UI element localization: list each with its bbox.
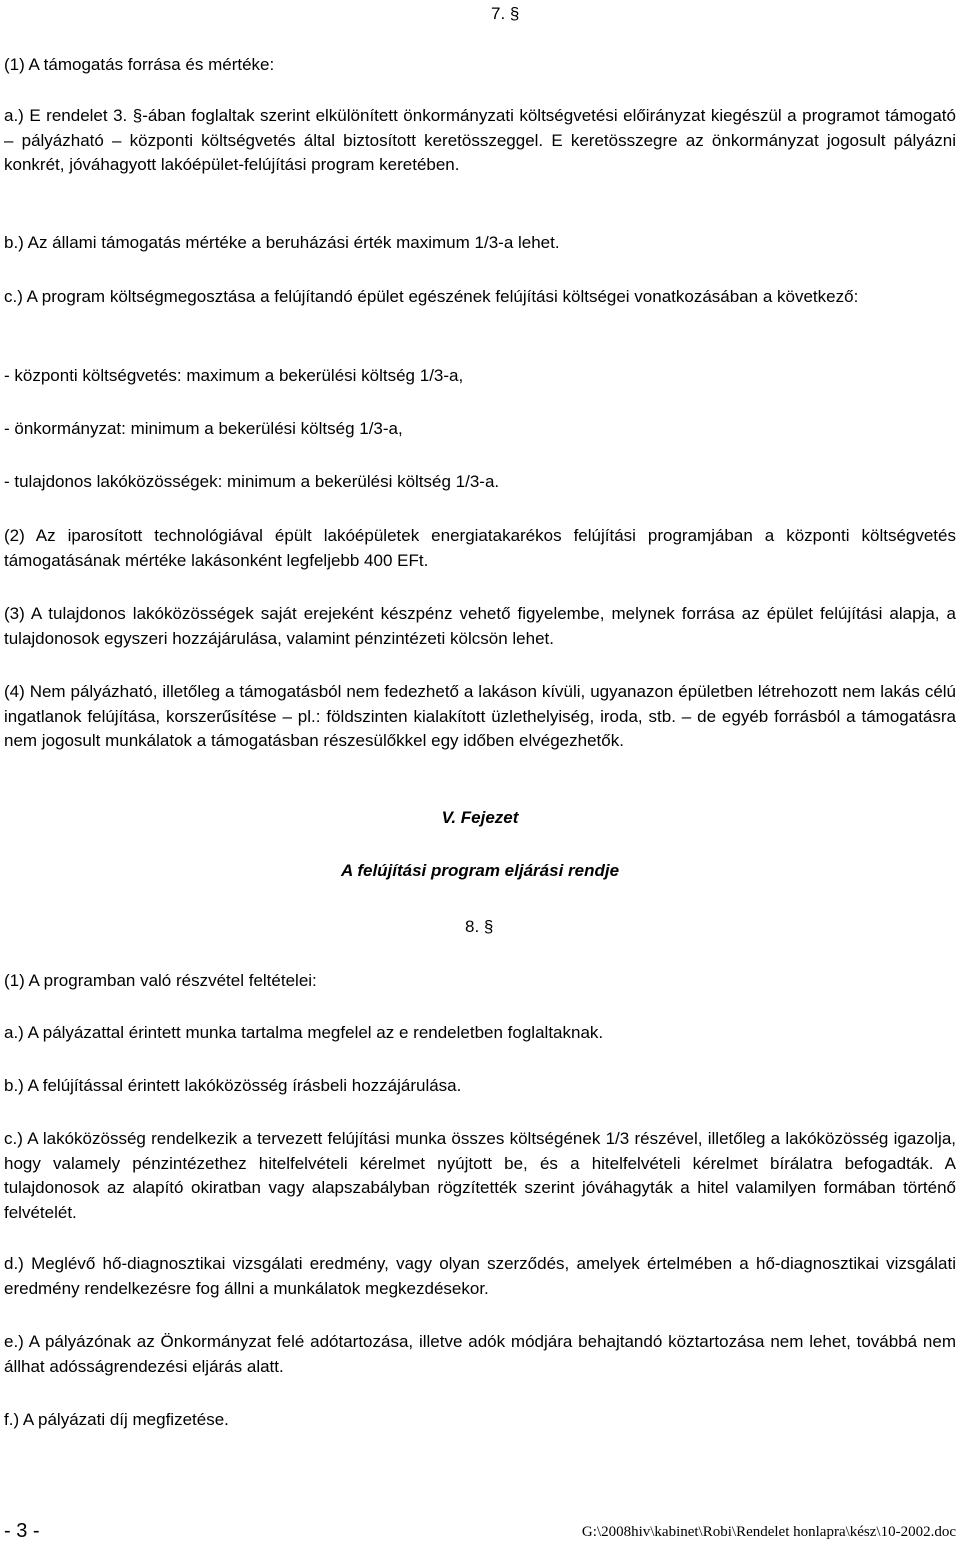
page-number: - 3 - xyxy=(4,1520,40,1542)
section-8-point-b: b.) A felújítással érintett lakóközösség írásbeli hozzájárulása. xyxy=(4,1076,462,1095)
section-7-paragraph-2: (2) Az iparosított technológiával épült lakóépületek energiatakarékos felújítási programjában a központi költségvetés támogatásának mértéke lakásonként legfeljebb 400 EFt. xyxy=(4,526,956,570)
section-7-paragraph-3: (3) A tulajdonos lakóközösségek saját erejeként készpénz vehető figyelembe, melynek forrása az épület felújítási alapja, a tulajdonosok egyszeri hozzájárulása, valamint pénzintézeti kölcsön lehet. xyxy=(4,604,956,648)
section-8-point-a: a.) A pályázattal érintett munka tartalma megfelel az e rendeletben foglaltaknak. xyxy=(4,1023,604,1042)
document-file-path: G:\2008hiv\kabinet\Robi\Rendelet honlapra\kész\10-2002.doc xyxy=(581,1524,956,1540)
section-7-point-a: a.) E rendelet 3. §-ában foglaltak szerint elkülönített önkormányzati költségvetési előirányzat kiegészül a programot támogató – pályázható – központi költségvetés által biztosított keretösszeggel. E keretösszegre az önkormányzat jogosult pályázni konkrét, jóváhagyott lakóépület-felújítási program keretében. xyxy=(4,106,956,174)
section-7-paragraph-4: (4) Nem pályázható, illetőleg a támogatásból nem fedezhető a lakáson kívüli, ugyanazon épületben létrehozott nem lakás célú ingatlanok felújítása, korszerűsítése – pl.: földszinten kialakított üzlethelyiség, iroda, stb. – de egyéb forrásból a támogatásra nem jogosult munkálatok a támogatásban részesülőkkel egy időben elvégezhetők. xyxy=(4,682,956,750)
section-7-point-b: b.) Az állami támogatás mértéke a beruházási érték maximum 1/3-a lehet. xyxy=(4,233,560,252)
cost-share-item: - önkormányzat: minimum a bekerülési költség 1/3-a, xyxy=(4,419,403,438)
section-8-point-c: c.) A lakóközösség rendelkezik a tervezett felújítási munka összes költségének 1/3 részével, illetőleg a lakóközösség igazolja, hogy valamely pénzintézethez hitelfelvételi kérelmet nyújtott be, és a hitelfelvételi kérelmet bírálatra befogadták. A tulajdonosok az alapító okiratban vagy alapszabályban rögzítették szerint jóváhagyták a hitel valamilyen formában történő felvételét. xyxy=(4,1129,956,1222)
section-8-paragraph-1: (1) A programban való részvétel feltételei: xyxy=(4,971,317,990)
cost-share-item: - tulajdonos lakóközösségek: minimum a bekerülési költség 1/3-a. xyxy=(4,472,500,491)
chapter-number: V. Fejezet xyxy=(441,808,519,827)
section-8-point-f: f.) A pályázati díj megfizetése. xyxy=(4,1410,229,1429)
section-7-paragraph-1: (1) A támogatás forrása és mértéke: xyxy=(4,55,275,74)
section-7-number: 7. § xyxy=(491,4,520,23)
section-7-point-c: c.) A program költségmegosztása a felújítandó épület egészének felújítási költségei vonatkozásában a következő: xyxy=(4,287,859,306)
chapter-title: A felújítási program eljárási rendje xyxy=(340,861,620,880)
section-8-point-e: e.) A pályázónak az Önkormányzat felé adótartozása, illetve adók módjára behajtandó köztartozása nem lehet, továbbá nem állhat adósságrendezési eljárás alatt. xyxy=(4,1332,956,1376)
section-8-point-d: d.) Meglévő hő-diagnosztikai vizsgálati eredmény, vagy olyan szerződés, amelyek értelmében a hő-diagnosztikai vizsgálati eredmény rendelkezésre fog állni a munkálatok megkezdésekor. xyxy=(4,1254,956,1298)
section-8-number: 8. § xyxy=(465,917,494,936)
cost-share-item: - központi költségvetés: maximum a bekerülési költség 1/3-a, xyxy=(4,366,464,385)
